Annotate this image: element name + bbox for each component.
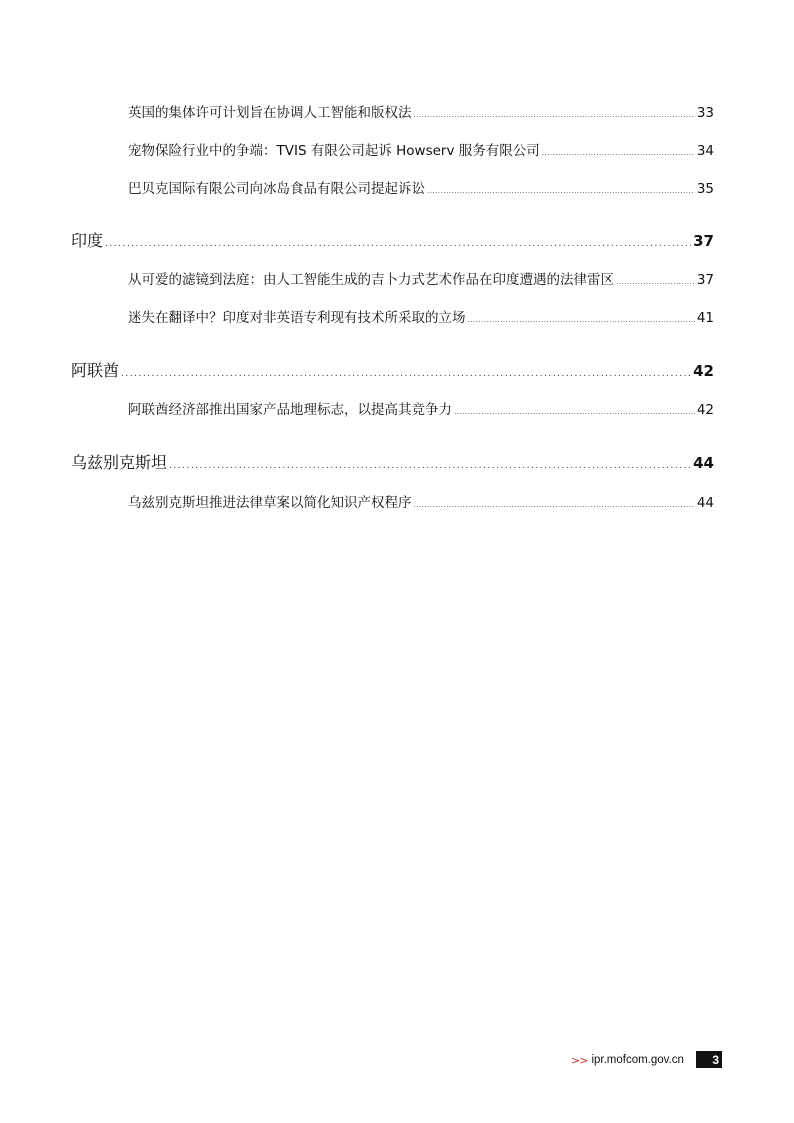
- toc-leader-dots: [169, 461, 691, 471]
- toc-section-page: 37: [693, 232, 714, 250]
- toc-section-title: 乌兹别克斯坦: [71, 453, 168, 472]
- toc-section-india[interactable]: [71, 228, 714, 251]
- toc-section-title: 阿联酋: [71, 361, 120, 380]
- toc-leader-dots: [468, 316, 695, 324]
- toc-section-uae[interactable]: [71, 358, 714, 381]
- toc-leader-dots: [454, 408, 695, 416]
- toc-entry-title: 巴贝克国际有限公司向冰岛食品有限公司提起诉讼: [128, 181, 425, 197]
- page-footer: [571, 1052, 684, 1068]
- footer-website-link[interactable]: ipr.mofcom.gov.cn: [591, 1054, 684, 1066]
- toc-entry-title: 乌兹别克斯坦推进法律草案以简化知识产权程序: [128, 495, 412, 511]
- toc-entry-page: 35: [696, 181, 714, 197]
- toc-entry-page: 34: [696, 143, 714, 159]
- toc-entry[interactable]: [128, 177, 714, 197]
- toc-entry-page: 37: [696, 272, 714, 288]
- page-number-badge: [696, 1051, 722, 1068]
- toc-leader-dots: [414, 501, 695, 509]
- toc-entry[interactable]: [128, 306, 714, 326]
- toc-entry[interactable]: [128, 491, 714, 511]
- toc-entry-page: 33: [696, 105, 714, 121]
- page-number: 3: [712, 1052, 719, 1067]
- toc-entry-page: 41: [696, 310, 714, 326]
- toc-leader-dots: [616, 278, 695, 286]
- toc-section-title: 印度: [71, 231, 104, 250]
- toc-entry-title: 从可爱的滤镜到法庭：由人工智能生成的吉卜力式艺术作品在印度遭遇的法律雷区: [128, 272, 614, 288]
- toc-entry-title: 宠物保险行业中的争端：TVIS 有限公司起诉 Howserv 服务有限公司: [128, 143, 540, 159]
- toc-section-uzbekistan[interactable]: [71, 450, 714, 473]
- toc-entry[interactable]: [128, 268, 714, 288]
- toc-entry[interactable]: [128, 139, 714, 159]
- toc-section-page: 44: [693, 454, 714, 472]
- toc-entry-page: 44: [696, 495, 714, 511]
- toc-entry-title: 迷失在翻译中？印度对非英语专利现有技术所采取的立场: [128, 310, 466, 326]
- toc-entry[interactable]: [128, 101, 714, 121]
- toc-leader-dots: [121, 369, 691, 379]
- toc-entry-title: 英国的集体许可计划旨在协调人工智能和版权法: [128, 105, 412, 121]
- double-chevron-icon: >>: [571, 1053, 588, 1067]
- toc-leader-dots: [427, 187, 695, 195]
- toc-entry[interactable]: [128, 398, 714, 418]
- toc-section-page: 42: [693, 362, 714, 380]
- toc-leader-dots: [542, 149, 695, 157]
- toc-entry-title: 阿联酋经济部推出国家产品地理标志，以提高其竞争力: [128, 402, 452, 418]
- toc-leader-dots: [105, 239, 691, 249]
- toc-entry-page: 42: [696, 402, 714, 418]
- toc-leader-dots: [414, 111, 695, 119]
